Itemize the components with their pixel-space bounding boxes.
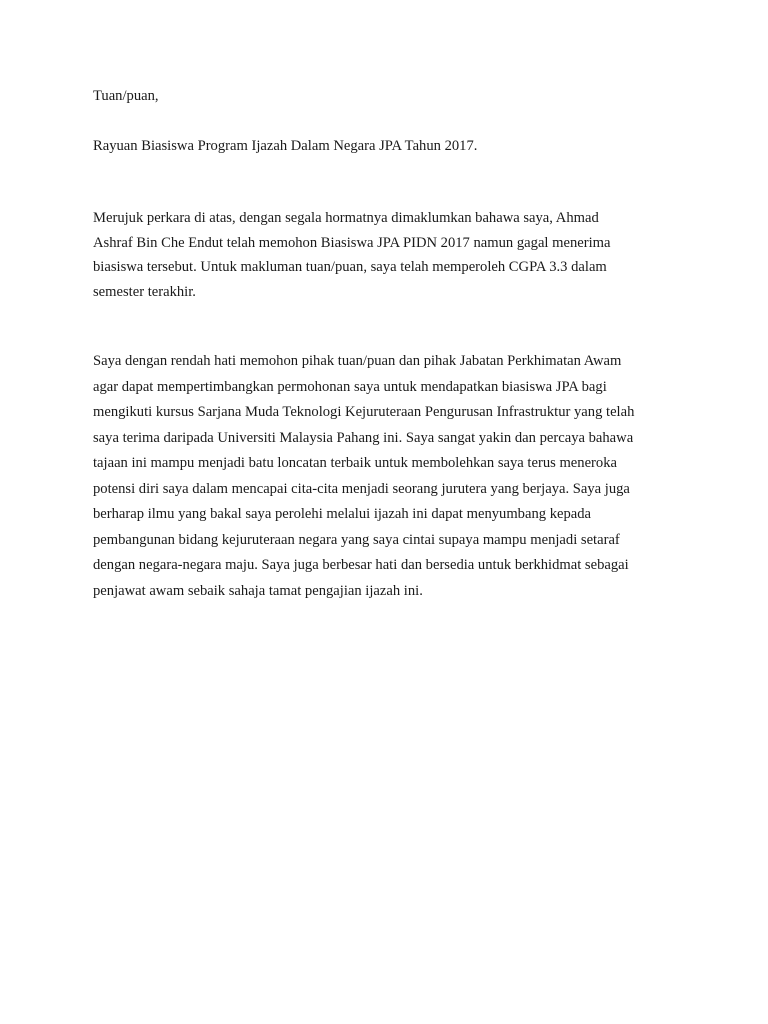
letter-subject: Rayuan Biasiswa Program Ijazah Dalam Negara JPA Tahun 2017. bbox=[93, 138, 478, 154]
paragraph-2-line: dengan negara-negara maju. Saya juga berbesar hati dan bersedia untuk berkhidmat sebagai bbox=[93, 557, 629, 573]
paragraph-2-line: potensi diri saya dalam mencapai cita-cita menjadi seorang jurutera yang berjaya. Saya juga bbox=[93, 480, 630, 497]
paragraph-2-line: pembangunan bidang kejuruteraan negara yang saya cintai supaya mampu menjadi setaraf bbox=[93, 531, 620, 548]
paragraph-2 bbox=[93, 349, 683, 604]
paragraph-2-line: agar dapat mempertimbangkan permohonan saya untuk mendapatkan biasiswa JPA bagi bbox=[93, 378, 607, 395]
paragraph-1-line: Ashraf Bin Che Endut telah memohon Biasiswa JPA PIDN 2017 namun gagal menerima bbox=[93, 234, 611, 251]
paragraph-2-line: penjawat awam sebaik sahaja tamat pengajian ijazah ini. bbox=[93, 582, 423, 599]
paragraph-1-line: biasiswa tersebut. Untuk makluman tuan/puan, saya telah memperoleh CGPA 3.3 dalam bbox=[93, 259, 607, 276]
paragraph-2-line: berharap ilmu yang bakal saya perolehi melalui ijazah ini dapat menyumbang kepada bbox=[93, 506, 592, 522]
paragraph-2-line: Saya dengan rendah hati memohon pihak tuan/puan dan pihak Jabatan Perkhimatan Awam bbox=[93, 353, 622, 369]
paragraph-1-line: Merujuk perkara di atas, dengan segala hormatnya dimaklumkan bahawa saya, Ahmad bbox=[93, 210, 599, 226]
paragraph-1 bbox=[93, 206, 683, 304]
paragraph-2-line: saya terima daripada Universiti Malaysia Pahang ini. Saya sangat yakin dan percaya bahawa bbox=[93, 429, 634, 446]
paragraph-2-line: mengikuti kursus Sarjana Muda Teknologi Kejuruteraan Pengurusan Infrastruktur yang telah bbox=[93, 404, 635, 420]
salutation: Tuan/puan, bbox=[93, 88, 159, 104]
paragraph-1-line: semester terakhir. bbox=[93, 283, 196, 300]
paragraph-2-line: tajaan ini mampu menjadi batu loncatan terbaik untuk membolehkan saya terus meneroka bbox=[93, 455, 617, 471]
